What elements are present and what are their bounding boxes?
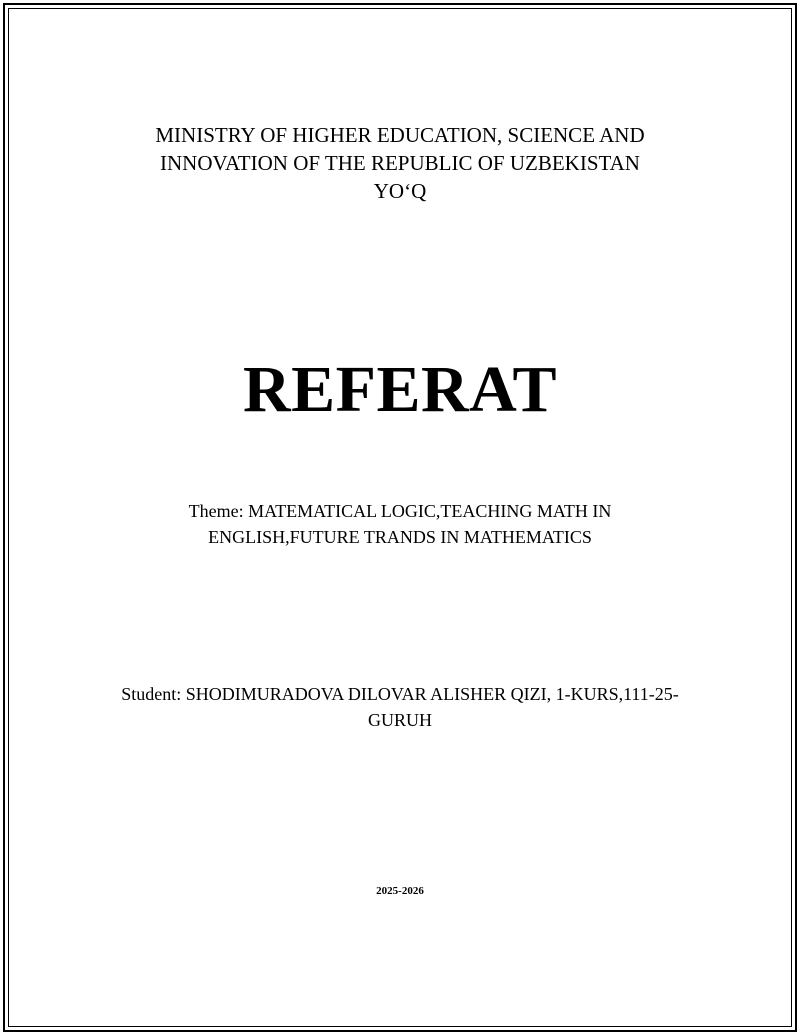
ministry-line-2: INNOVATION OF THE REPUBLIC OF UZBEKISTAN xyxy=(160,151,640,175)
document-title: REFERAT xyxy=(243,353,557,426)
academic-year: 2025-2026 xyxy=(376,885,424,897)
student-info: Student: SHODIMURADOVA DILOVAR ALISHER QIZI, 1-KURS,111-25-GURUH xyxy=(121,684,679,730)
ministry-line-1: MINISTRY OF HIGHER EDUCATION, SCIENCE AND xyxy=(155,123,645,147)
theme-text: Theme: MATEMATICAL LOGIC,TEACHING MATH IN ENGLISH,FUTURE TRANDS IN MATHEMATICS xyxy=(188,501,612,547)
ministry-line-3: YO‘Q xyxy=(373,179,427,203)
ministry-header xyxy=(100,121,700,205)
